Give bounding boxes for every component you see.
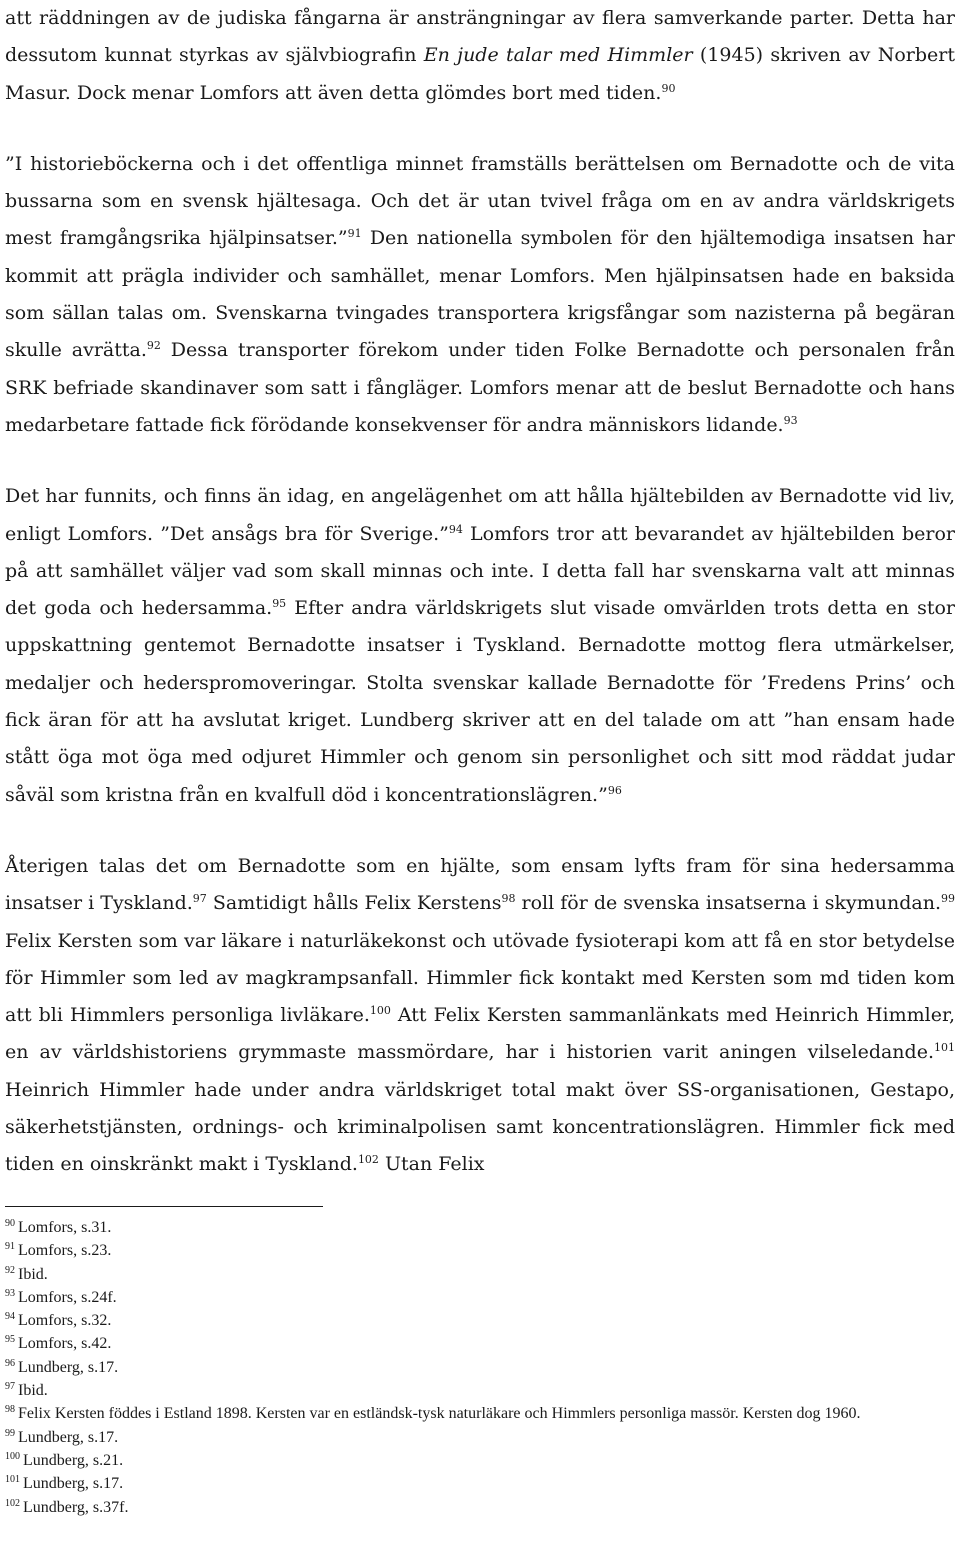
footnote-number: 95 xyxy=(5,1334,15,1346)
body-paragraph xyxy=(5,478,955,814)
footnote-number: 102 xyxy=(5,1497,20,1509)
footnotes-section xyxy=(5,1216,957,1519)
footnote-item xyxy=(5,1496,957,1519)
text-run: att räddningen av de judiska fångarna är ansträngningar av flera samverkande parter. Detta har dessutom kunnat styrkas av självbiografin xyxy=(5,7,955,67)
footnote-text: Lomfors, s.23. xyxy=(18,1242,112,1260)
footnote-text: Lundberg, s.21. xyxy=(23,1451,124,1469)
footnote-text: Ibid. xyxy=(18,1382,48,1400)
text-run: Att Felix Kersten sammanlänkats med Heinrich Himmler, en av världshistoriens grymmaste massmördare, har i historien varit aningen vilseledande. xyxy=(5,1004,955,1064)
body-text-column xyxy=(5,0,955,1184)
footnote-item xyxy=(5,1426,957,1449)
footnote-item xyxy=(5,1216,957,1239)
footnote-reference: 96 xyxy=(607,783,622,797)
body-paragraph xyxy=(5,146,955,444)
footnote-item xyxy=(5,1356,957,1379)
paragraph-gap xyxy=(5,814,955,848)
footnote-item xyxy=(5,1263,957,1286)
footnote-reference: 91 xyxy=(347,227,362,241)
footnote-number: 93 xyxy=(5,1287,15,1299)
footnote-number: 100 xyxy=(5,1450,20,1462)
footnote-number: 94 xyxy=(5,1311,15,1323)
text-run: roll för de svenska insatserna i skymundan. xyxy=(515,892,942,915)
text-run: Lomfors tror att bevarandet av hjältebilden beror på att samhället väljer vad som skall minnas och inte. I detta fall har svenskarna valt att minnas det goda och hedersamma. xyxy=(5,522,955,620)
text-run: Återigen talas det om Bernadotte som en hjälte, som ensam lyfts fram för sina hedersamma insatser i Tyskland. xyxy=(5,854,955,915)
footnote-item xyxy=(5,1239,957,1262)
footnote-text: Lomfors, s.42. xyxy=(18,1335,112,1353)
footnote-text: Lundberg, s.17. xyxy=(18,1358,119,1376)
footnote-reference: 95 xyxy=(272,597,287,611)
footnote-reference: 97 xyxy=(192,892,207,906)
footnote-reference: 92 xyxy=(146,339,161,353)
text-run: Heinrich Himmler hade under andra världskriget total makt över SS-organisationen, Gestapo, säkerhetstjänsten, ordnings- och kriminalpolisen samt koncentrationslägren. Himmler fick med tiden en oinskränkt makt i Tyskland. xyxy=(5,1078,955,1176)
footnote-number: 96 xyxy=(5,1357,15,1369)
footnote-text: Lomfors, s.31. xyxy=(18,1219,112,1236)
paragraph-gap xyxy=(5,444,955,478)
footnote-item xyxy=(5,1332,957,1355)
footnote-item xyxy=(5,1309,957,1332)
text-run: Utan Felix xyxy=(378,1153,485,1176)
text-run: (1945) skriven av Norbert Masur. Dock menar Lomfors att även detta glömdes bort med tiden. xyxy=(5,44,955,104)
text-run: Den nationella symbolen för den hjältemodiga insatsen har kommit att prägla individer och samhället, menar Lomfors. Men hjälpinsatsen hade en baksida som sällan talas om. Svenskarna tvingades transportera krigsfångar som nazisterna på begäran skulle avrätta. xyxy=(5,227,955,362)
footnote-number: 92 xyxy=(5,1264,15,1276)
text-run: Felix Kersten som var läkare i naturläkekonst och utövade fysioterapi kom att få en stor betydelse för Himmler som led av magkrampsanfall. Himmler fick kontakt med Kersten som md tiden kom att bli Himmlers personliga livläkare. xyxy=(5,929,955,1027)
footnote-reference: 90 xyxy=(661,81,676,95)
paragraph-gap xyxy=(5,112,955,146)
footnote-text: Lundberg, s.37f. xyxy=(23,1498,129,1516)
footnote-text: Lundberg, s.17. xyxy=(18,1428,119,1446)
footnote-text: Ibid. xyxy=(18,1265,48,1283)
footnote-number: 90 xyxy=(5,1218,15,1229)
text-run: Det har funnits, och finns än idag, en angelägenhet om att hålla hjältebilden av Bernadotte vid liv, enligt Lomfors. ”Det ansågs bra för Sverige.” xyxy=(5,485,955,545)
footnote-number: 91 xyxy=(5,1241,15,1253)
footnote-text: Felix Kersten föddes i Estland 1898. Kersten var en estländsk-tysk naturläkare och Himmlers personliga massör. Kersten dog 1960. xyxy=(18,1405,861,1423)
footnote-reference: 100 xyxy=(369,1004,391,1018)
footnote-number: 101 xyxy=(5,1474,20,1486)
document-page xyxy=(5,0,955,1184)
footnote-reference: 101 xyxy=(934,1041,955,1055)
footnote-item xyxy=(5,1472,957,1495)
text-run: ”I historieböckerna och i det offentliga minnet framställs berättelsen om Bernadotte och de vita bussarna som en svensk hjältesaga. Och det är utan tvivel fråga om en av andra världskrigets mest framgångsrika hjälpinsatser.” xyxy=(5,152,955,250)
footnote-item xyxy=(5,1379,957,1402)
body-paragraph xyxy=(5,848,955,1184)
footnote-reference: 94 xyxy=(448,522,463,536)
footnote-item xyxy=(5,1402,957,1425)
footnote-number: 99 xyxy=(5,1427,15,1439)
footnote-reference: 93 xyxy=(783,413,798,427)
footnote-reference: 102 xyxy=(357,1153,379,1167)
footnote-item xyxy=(5,1286,957,1309)
footnote-number: 98 xyxy=(5,1404,15,1416)
footnote-text: Lundberg, s.17. xyxy=(23,1475,124,1493)
footnote-number: 97 xyxy=(5,1381,15,1393)
body-paragraph xyxy=(5,0,955,112)
footnote-reference: 99 xyxy=(941,892,956,906)
text-run: Samtidigt hålls Felix Kerstens xyxy=(206,892,502,915)
text-run: Efter andra världskrigets slut visade omvärlden trots detta en stor uppskattning gentemot Bernadotte insatser i Tyskland. Bernadotte mottog flera utmärkelser, medaljer och hederspromoveringar. Stolta svenskar kallade Bernadotte för ’Fredens Prins’ och fick äran för att ha avslutat kriget. Lundberg skriver att en del talade om att ”han ensam hade stått öga mot öga med odjuret Himmler och genom sin personlighet och sitt mod räddat judar såväl som kristna från en kvalfull död i koncentrationslägren.” xyxy=(5,597,955,806)
footnote-reference: 98 xyxy=(501,892,516,906)
text-run: Dessa transporter förekom under tiden Folke Bernadotte och personalen från SRK befriade skandinaver som satt i fångläger. Lomfors menar att de beslut Bernadotte och hans medarbetare fattade fick förödande konsekvenser för andra människors lidande. xyxy=(5,339,956,436)
footnote-text: Lomfors, s.32. xyxy=(18,1312,112,1330)
footnote-item xyxy=(5,1449,957,1472)
footnote-separator xyxy=(5,1206,323,1207)
book-title: En jude talar med Himmler xyxy=(423,44,693,67)
footnote-text: Lomfors, s.24f. xyxy=(18,1288,117,1306)
